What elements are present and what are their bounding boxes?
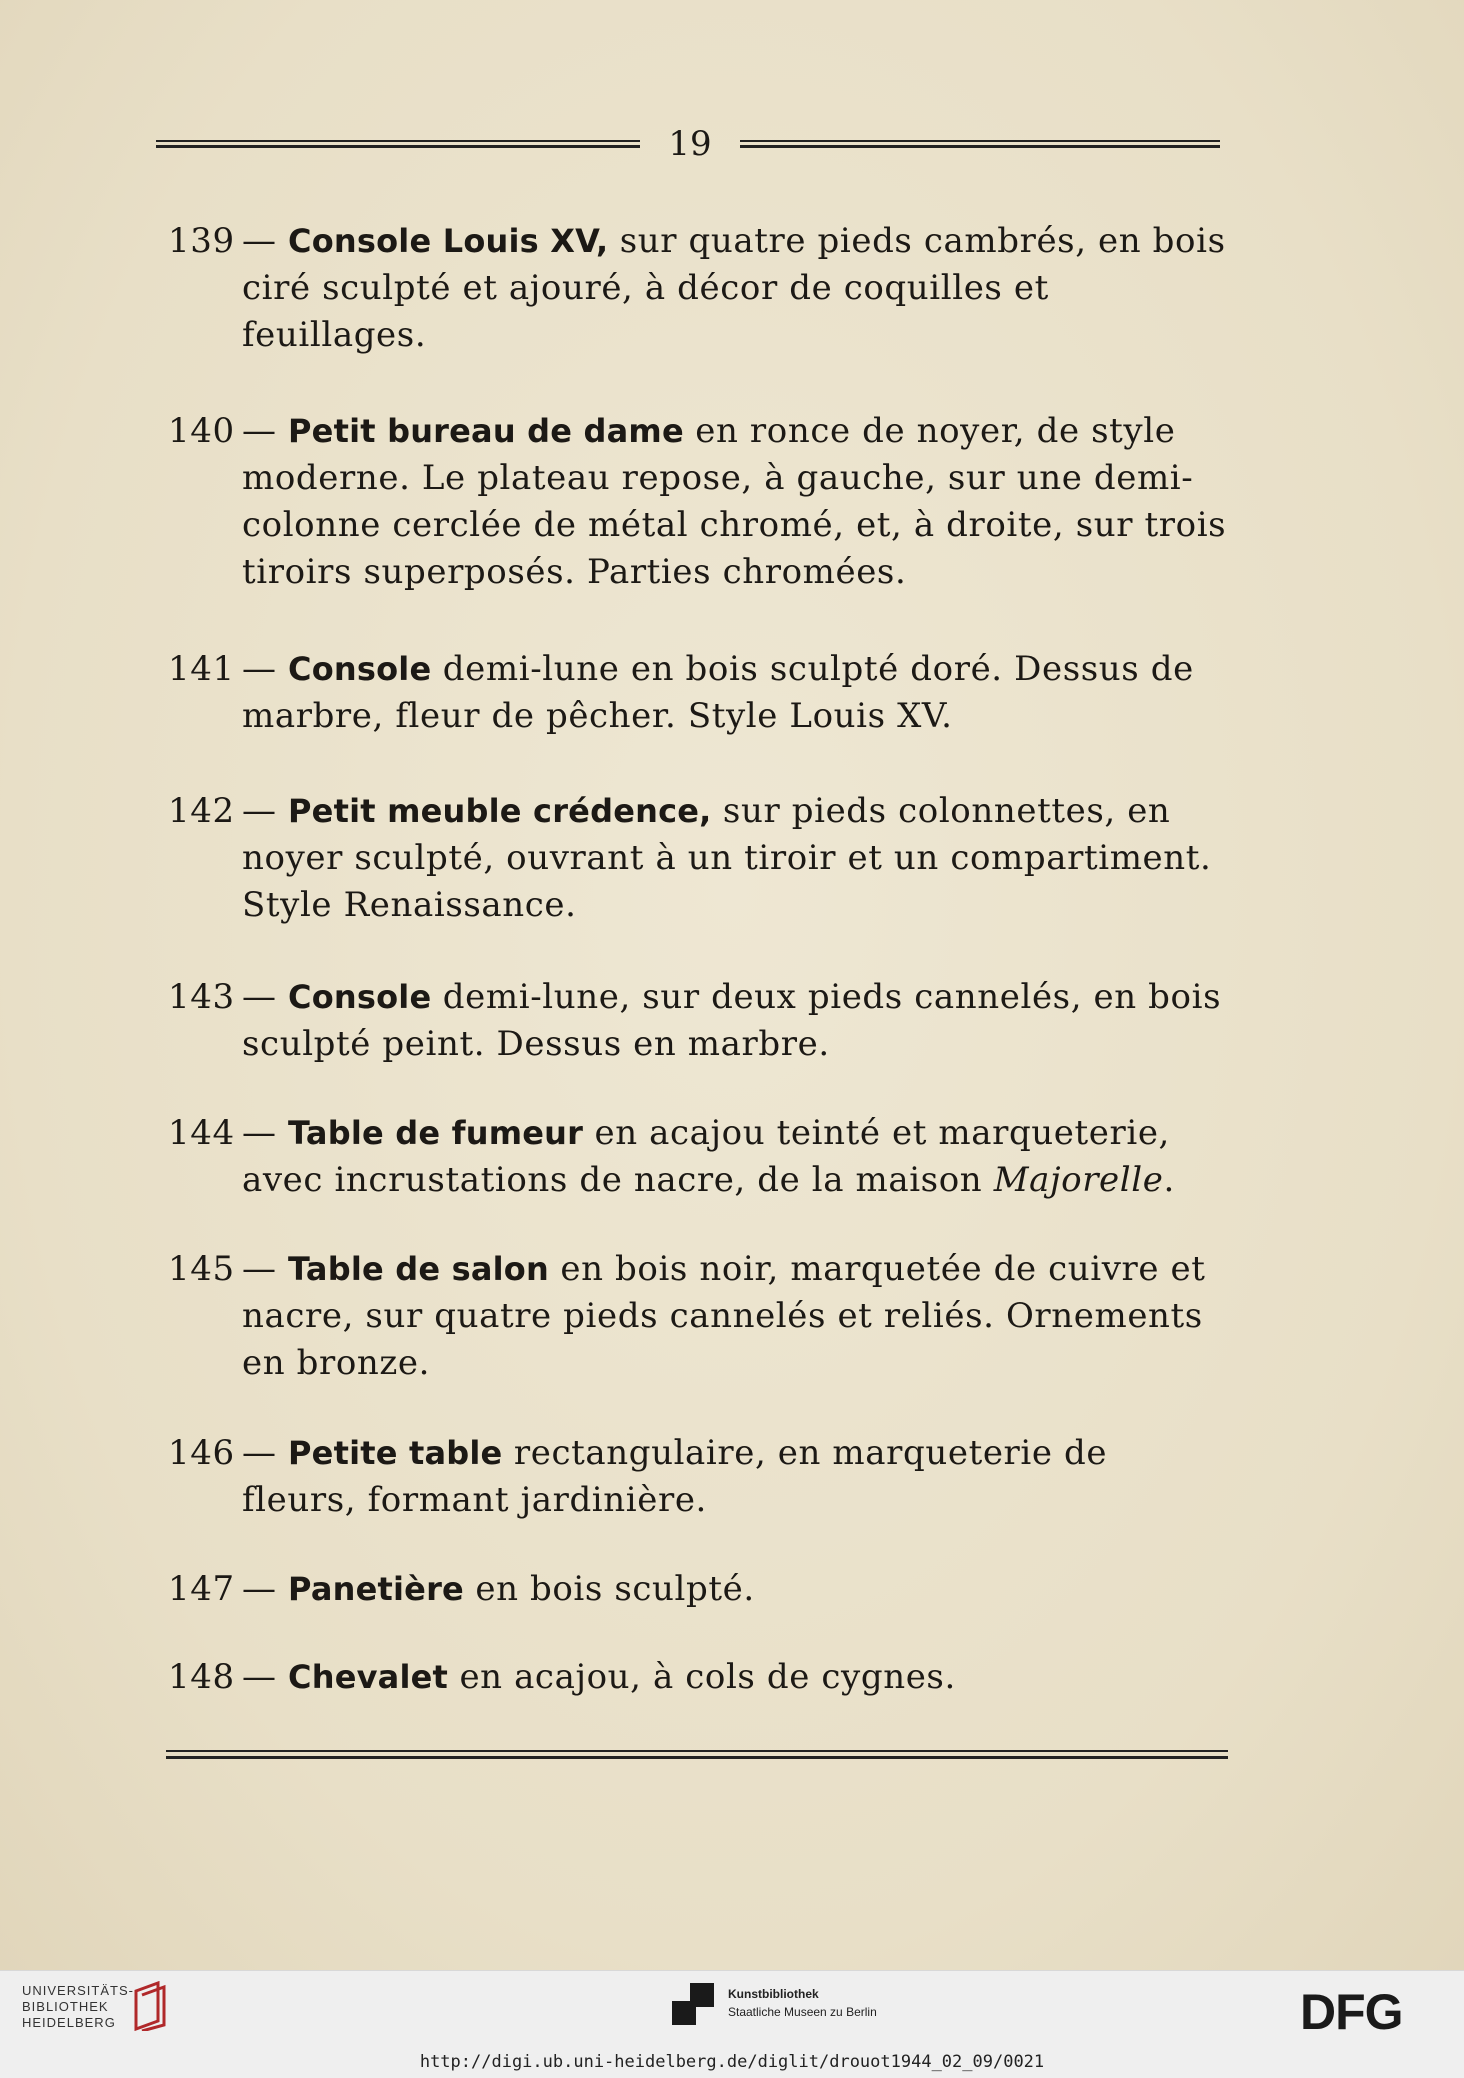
page-url[interactable]: http://digi.ub.uni-heidelberg.de/diglit/drouot1944_02_09/0021: [419, 2052, 1045, 2072]
catalog-entry-140: [168, 408, 1228, 596]
entry-title: Chevalet: [288, 1658, 449, 1696]
catalog-entry-146: [168, 1430, 1228, 1524]
kunstbibliothek-logo-icon[interactable]: [672, 1983, 714, 2025]
entry-description: sur pieds colonnettes, en noyer sculpté, ouvrant à un tiroir et un compartiment. Style Renaissance.: [242, 791, 1212, 925]
catalog-entry-142: [168, 788, 1228, 929]
entry-maker-name: Majorelle: [993, 1160, 1164, 1200]
kb-subtitle: Staatliche Museen zu Berlin: [728, 2005, 877, 2019]
kb-title: Kunstbibliothek: [728, 1987, 819, 2001]
entry-description: en bois noir, marquetée de cuivre et nacre, sur quatre pieds cannelés et reliés. Ornements en bronze.: [242, 1249, 1206, 1383]
ub-heidelberg-logo-icon[interactable]: [128, 1981, 174, 2031]
entry-description: rectangulaire, en marqueterie de fleurs, formant jardinière.: [242, 1433, 1108, 1520]
entry-title: Petite table: [288, 1434, 503, 1472]
catalog-entry-144: [168, 1110, 1228, 1204]
entry-description: en ronce de noyer, de style moderne. Le plateau repose, à gauche, sur une demi-colonne cerclée de métal chromé, et, à droite, sur trois tiroirs superposés. Parties chromées.: [242, 411, 1227, 592]
dfg-logo[interactable]: DFG: [1300, 1984, 1403, 2040]
entry-number: 146: [168, 1433, 235, 1473]
entry-number: 139: [168, 221, 235, 261]
entry-number: 144: [168, 1113, 235, 1153]
entry-number: 142: [168, 791, 235, 831]
header-rule-left: [156, 140, 640, 150]
catalog-entry-139: [168, 218, 1228, 359]
entry-dash: —: [242, 977, 277, 1017]
entry-number: 143: [168, 977, 235, 1017]
entry-dash: —: [242, 411, 277, 451]
catalog-entry-145: [168, 1246, 1228, 1387]
entry-title: Console: [288, 650, 432, 688]
entry-number: 147: [168, 1569, 235, 1609]
entry-description: demi-lune en bois sculpté doré. Dessus de marbre, fleur de pêcher. Style Louis XV.: [242, 649, 1194, 736]
ub-line-2: BIBLIOTHEK: [22, 1999, 109, 2014]
entry-dash: —: [242, 221, 277, 261]
catalog-entry-141: [168, 646, 1228, 740]
entry-title: Petit bureau de dame: [288, 412, 684, 450]
footer-rule: [166, 1750, 1228, 1762]
entry-description: en acajou teinté et marqueterie, avec incrustations de nacre, de la maison: [242, 1113, 1170, 1200]
entry-period: .: [1163, 1160, 1175, 1200]
entry-title: Console Louis XV,: [288, 222, 609, 260]
entry-description: en bois sculpté.: [463, 1569, 755, 1609]
entry-title: Petit meuble crédence,: [288, 792, 712, 830]
entry-description: sur quatre pieds cambrés, en bois ciré sculpté et ajouré, à décor de coquilles et feuillages.: [242, 221, 1226, 355]
entry-dash: —: [242, 649, 277, 689]
page-number: 19: [668, 124, 712, 164]
entry-description: en acajou, à cols de cygnes.: [448, 1657, 956, 1697]
entry-dash: —: [242, 791, 277, 831]
entry-dash: —: [242, 1433, 277, 1473]
entry-title: Table de salon: [288, 1250, 549, 1288]
entry-description: demi-lune, sur deux pieds cannelés, en bois sculpté peint. Dessus en marbre.: [242, 977, 1222, 1064]
viewer-footer: [0, 1970, 1464, 2078]
entry-number: 148: [168, 1657, 235, 1697]
entry-title: Table de fumeur: [288, 1114, 584, 1152]
entry-dash: —: [242, 1113, 277, 1153]
catalog-entry-147: [168, 1566, 1228, 1613]
entry-dash: —: [242, 1657, 277, 1697]
catalog-entry-143: [168, 974, 1228, 1068]
entry-title: Console: [288, 978, 432, 1016]
ub-line-1: UNIVERSITÄTS-: [22, 1983, 134, 1998]
kunstbibliothek-label[interactable]: [728, 1985, 877, 2021]
entry-dash: —: [242, 1249, 277, 1289]
entry-dash: —: [242, 1569, 277, 1609]
ub-line-3: HEIDELBERG: [22, 2015, 116, 2030]
ub-heidelberg-label[interactable]: [22, 1983, 134, 2031]
header-rule-right: [740, 140, 1220, 150]
entry-title: Panetière: [288, 1570, 464, 1608]
entry-number: 140: [168, 411, 235, 451]
entry-number: 145: [168, 1249, 235, 1289]
entry-number: 141: [168, 649, 235, 689]
catalog-entry-148: [168, 1654, 1228, 1701]
